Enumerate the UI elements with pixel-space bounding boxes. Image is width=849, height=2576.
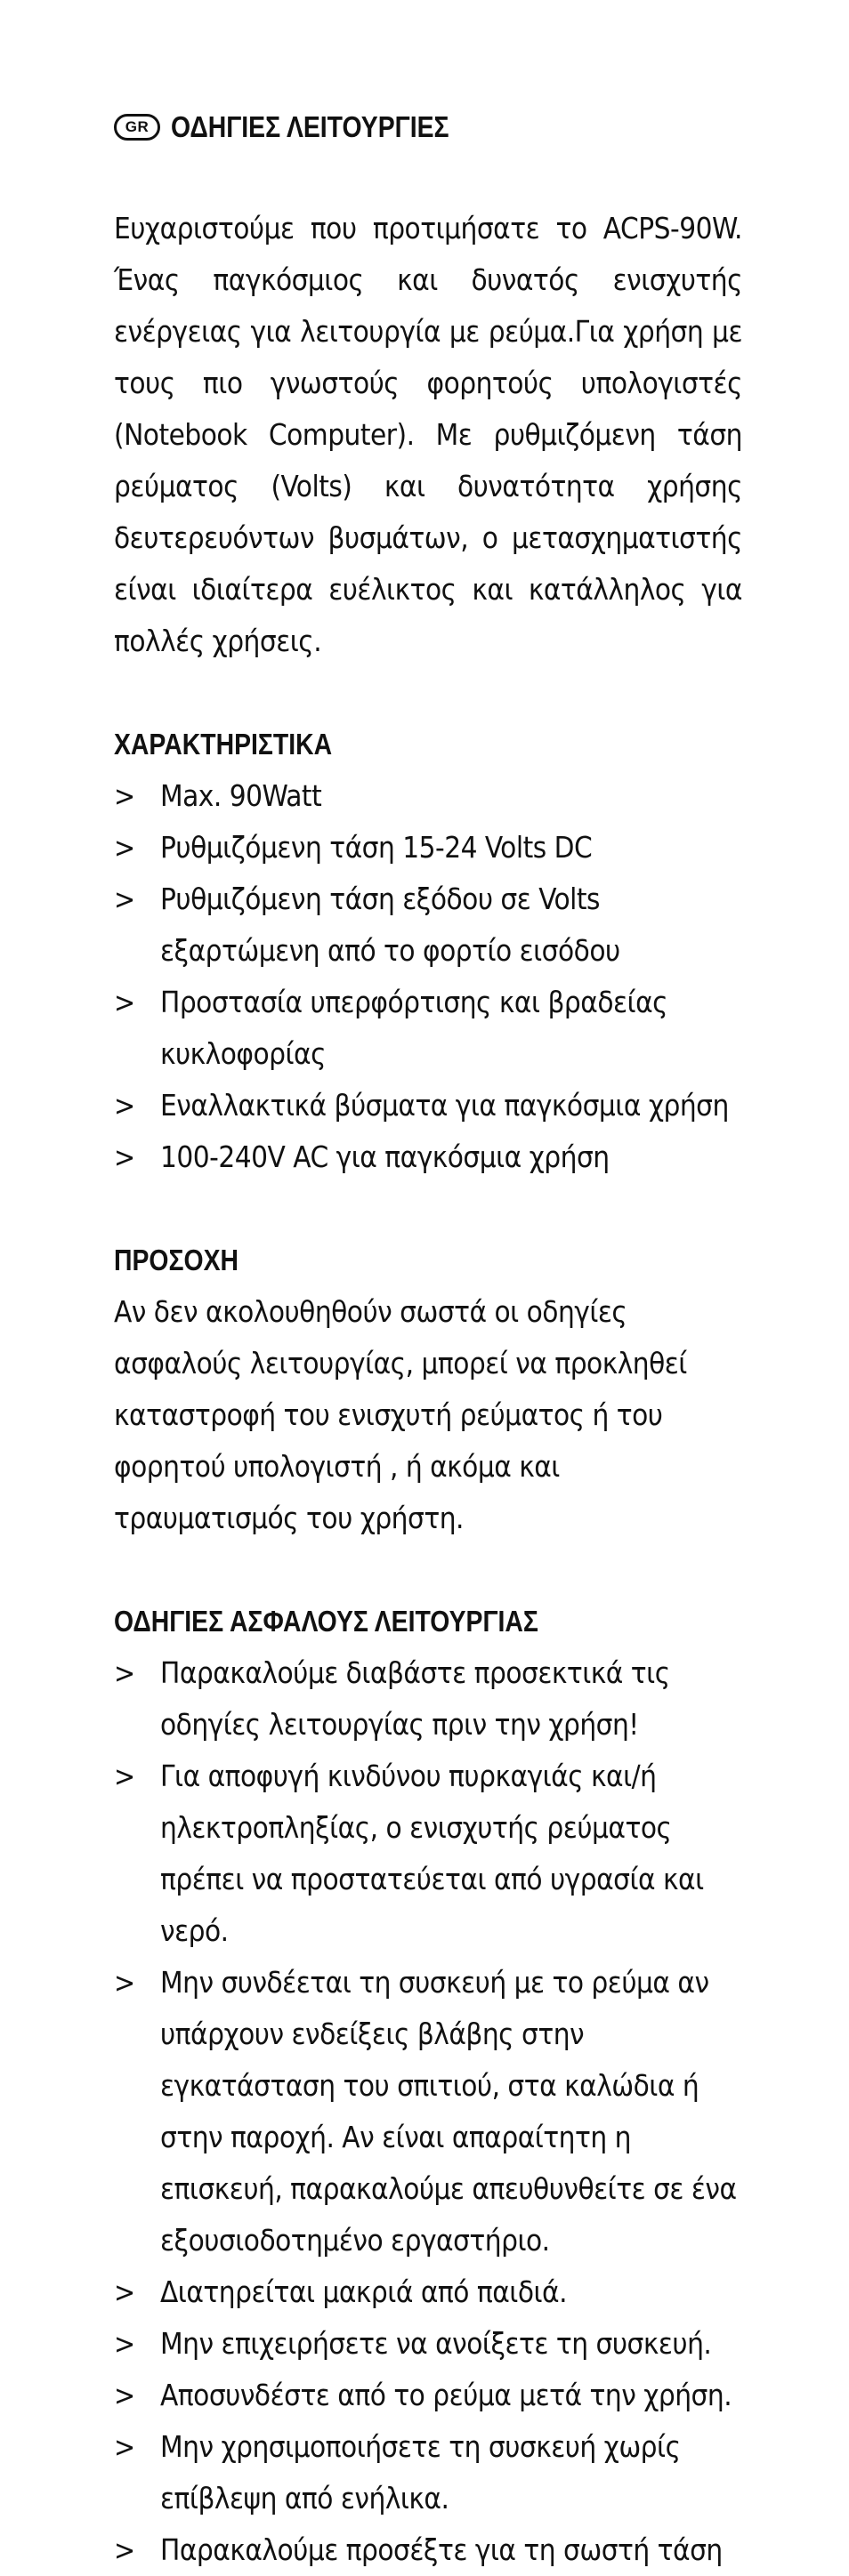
list-item-text: Παρακαλούμε προσέξτε για τη σωστή τάση	[160, 2532, 723, 2567]
list-item	[114, 1957, 742, 2266]
list-item	[114, 1751, 742, 1957]
list-item-text: Εναλλακτικά βύσματα για παγκόσμια χρήση	[160, 1088, 729, 1123]
list-item	[114, 1080, 742, 1131]
bullet-marker: >	[114, 779, 135, 813]
safety-list	[114, 1647, 742, 2576]
list-item-text: Διατηρείται μακριά από παιδιά.	[160, 2274, 568, 2309]
intro-paragraph: Ευχαριστούμε που προτιμήσατε το ACPS-90W. Ένας παγκόσμιος και δυνατός ενισχυτής ενέργειας για λειτουργία με ρεύμα.Για χρήση με τους πιο γνωστούς φορητούς υπολογιστές (Notebook Computer). Με ρυθμιζόμενη τάση ρεύματος (Volts) και δυνατότητα χρήσης δευτερευόντων βυσμάτων, ο μετασχηματιστής είναι ιδιαίτερα ευέλικτος και κατάλληλος για πολλές χρήσεις.	[114, 211, 742, 658]
bullet-marker: >	[114, 2327, 135, 2361]
caution-section	[114, 1235, 742, 1544]
list-item-text: 100-240V AC για παγκόσμια χρήση	[160, 1139, 610, 1174]
caution-heading: ΠΡΟΣΟΧΗ	[114, 1244, 239, 1276]
bullet-marker: >	[114, 1089, 135, 1123]
list-item-text: Αποσυνδέστε από το ρεύμα μετά την χρήση.	[160, 2378, 732, 2412]
bullet-marker: >	[114, 2275, 135, 2309]
bullet-marker: >	[114, 1140, 135, 1174]
list-item	[114, 770, 742, 822]
list-item	[114, 2266, 742, 2318]
features-heading: ΧΑΡΑΚΤΗΡΙΣΤΙΚΑ	[114, 728, 333, 761]
bullet-marker: >	[114, 1966, 135, 2000]
list-item	[114, 873, 742, 977]
bullet-marker: >	[114, 2533, 135, 2567]
list-item-text: Ρυθμιζόμενη τάση 15-24 Volts DC	[160, 830, 593, 865]
features-list	[114, 770, 742, 1183]
bullet-marker: >	[114, 986, 135, 1019]
caution-text: Αν δεν ακολουθηθούν σωστά οι οδηγίες ασφαλούς λειτουργίας, μπορεί να προκληθεί καταστροφή του ενισχυτή ρεύματος ή του φορητού υπολογιστή , ή ακόμα και τραυματισμός του χρήστη.	[114, 1294, 687, 1535]
document-title	[114, 107, 742, 148]
list-item	[114, 822, 742, 873]
manual-page	[114, 107, 742, 2576]
list-item-text: Μην επιχειρήσετε να ανοίξετε τη συσκευή.	[160, 2326, 712, 2361]
bullet-marker: >	[114, 882, 135, 916]
bullet-marker: >	[114, 831, 135, 865]
bullet-marker: >	[114, 1759, 135, 1793]
bullet-marker: >	[114, 2379, 135, 2412]
list-item	[114, 2318, 742, 2370]
list-item-text: Μην συνδέεται τη συσκευή με το ρεύμα αν υπάρχουν ενδείξεις βλάβης στην εγκατάσταση του σπιτιού, στα καλώδια ή στην παροχή. Αν είναι απαραίτητη η επισκευή, παρακαλούμε απευθυνθείτε σε ένα εξουσιοδοτημένο εργαστήριο.	[160, 1965, 737, 2258]
list-item	[114, 2370, 742, 2421]
safety-section	[114, 1596, 742, 2576]
bullet-marker: >	[114, 1656, 135, 1690]
list-item	[114, 1131, 742, 1183]
list-item-text: Προστασία υπερφόρτισης και βραδείας κυκλοφορίας	[160, 985, 668, 1071]
bullet-marker: >	[114, 2430, 135, 2464]
list-item-text: Max. 90Watt	[160, 778, 322, 813]
list-item-text: Ρυθμιζόμενη τάση εξόδου σε Volts εξαρτώμενη από το φορτίο εισόδου	[160, 881, 620, 968]
list-item-text: Παρακαλούμε διαβάστε προσεκτικά τις οδηγίες λειτουργίας πριν την χρήση!	[160, 1655, 670, 1742]
list-item-text: Για αποφυγή κινδύνου πυρκαγιάς και/ή ηλεκτροπληξίας, ο ενισχυτής ρεύματος πρέπει να προστατεύεται από υγρασία και νερό.	[160, 1759, 704, 1948]
list-item	[114, 2421, 742, 2524]
list-item	[114, 1647, 742, 1751]
title-text: ΟΔΗΓΙΕΣ ΛΕΙΤΟΥΡΓΙΕΣ	[171, 110, 449, 143]
list-item	[114, 2524, 742, 2576]
safety-heading: ΟΔΗΓΙΕΣ ΑΣΦΑΛΟΥΣ ΛΕΙΤΟΥΡΓΙΑΣ	[114, 1605, 538, 1638]
list-item	[114, 977, 742, 1080]
language-badge: GR	[114, 114, 160, 141]
features-section	[114, 719, 742, 1183]
list-item-text: Μην χρησιμοποιήσετε τη συσκευή χωρίς επίβλεψη από ενήλικα.	[160, 2429, 681, 2516]
